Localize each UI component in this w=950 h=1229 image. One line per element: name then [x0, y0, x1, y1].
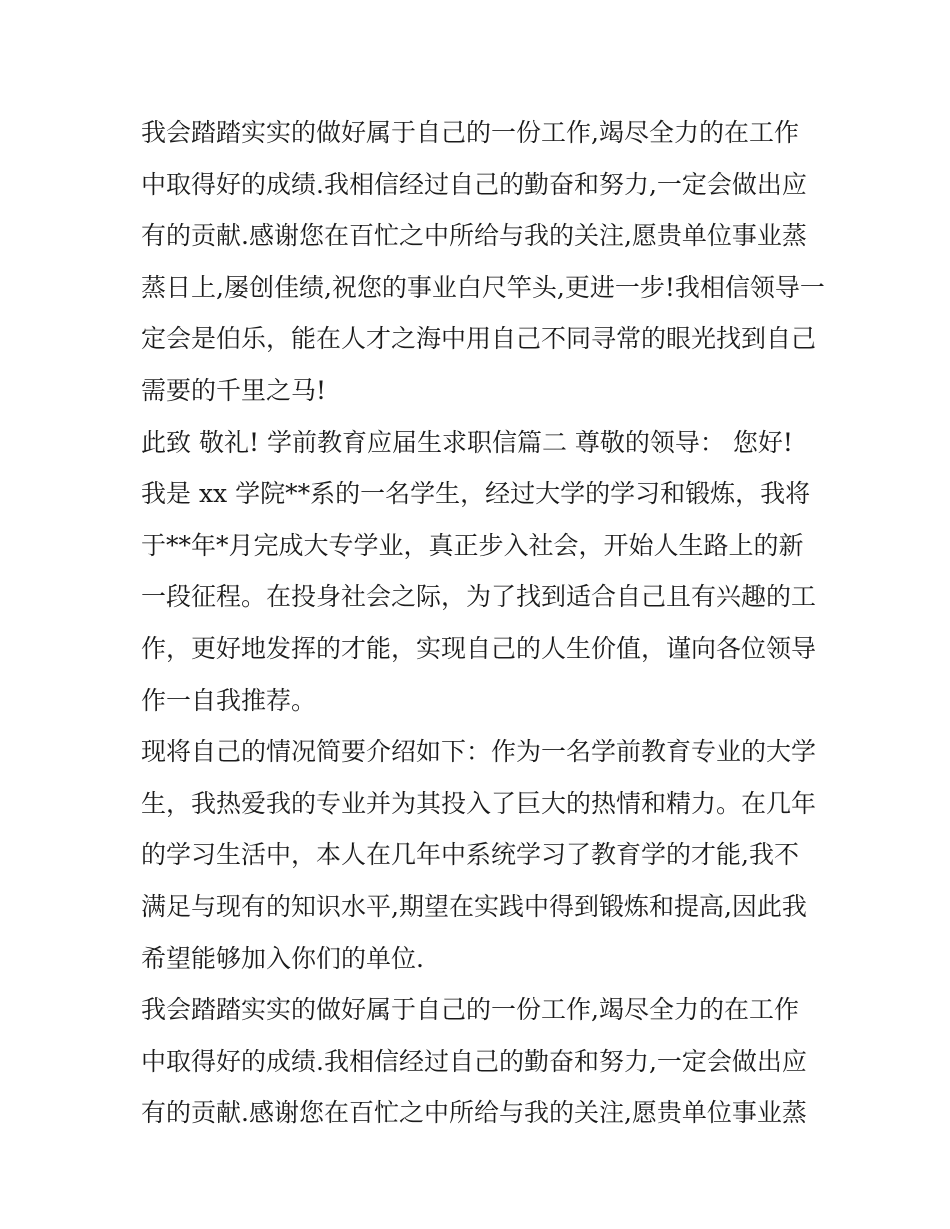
text-line: 蒸日上,屡创佳绩,祝您的事业白尺竿头,更进一步!我相信领导一: [141, 272, 825, 302]
text-line: 定会是伯乐，能在人才之海中用自己不同寻常的眼光找到自己: [141, 324, 817, 354]
text-line: 生，我热爱我的专业并为其投入了巨大的热情和精力。在几年: [141, 788, 817, 818]
text-line: 满足与现有的知识水平,期望在实践中得到锻炼和提高,因此我: [141, 891, 807, 921]
text-line: 一段征程。在投身社会之际，为了找到适合自己且有兴趣的工: [141, 582, 817, 612]
document-body: [141, 107, 831, 1139]
text-line: 有的贡献.感谢您在百忙之中所给与我的关注,愿贵单位事业蒸: [141, 1098, 807, 1128]
text-line: 需要的千里之马!: [141, 375, 327, 405]
text-line: 的学习生活中，本人在几年中系统学习了教育学的才能,我不: [141, 840, 799, 870]
text-line: 中取得好的成绩.我相信经过自己的勤奋和努力,一定会做出应: [141, 169, 807, 199]
text-line: 此致 敬礼! 学前教育应届生求职信篇二 尊敬的领导： 您好!: [141, 427, 793, 457]
text-line: 作一自我推荐。: [141, 685, 317, 715]
text-line: 我是 xx 学院**系的一名学生，经过大学的学习和锻炼，我将: [141, 479, 811, 509]
text-line: 有的贡献.感谢您在百忙之中所给与我的关注,愿贵单位事业蒸: [141, 221, 807, 251]
text-line: 于**年*月完成大专学业，真正步入社会，开始人生路上的新: [141, 530, 804, 560]
text-line: 我会踏踏实实的做好属于自己的一份工作,竭尽全力的在工作: [141, 995, 799, 1025]
text-line: 作，更好地发挥的才能，实现自己的人生价值，谨向各位领导: [141, 633, 817, 663]
text-line: 中取得好的成绩.我相信经过自己的勤奋和努力,一定会做出应: [141, 1046, 807, 1076]
text-line: 我会踏踏实实的做好属于自己的一份工作,竭尽全力的在工作: [141, 118, 799, 147]
text-line: 希望能够加入你们的单位.: [141, 943, 424, 973]
text-line: 现将自己的情况简要介绍如下：作为一名学前教育专业的大学: [141, 737, 817, 767]
